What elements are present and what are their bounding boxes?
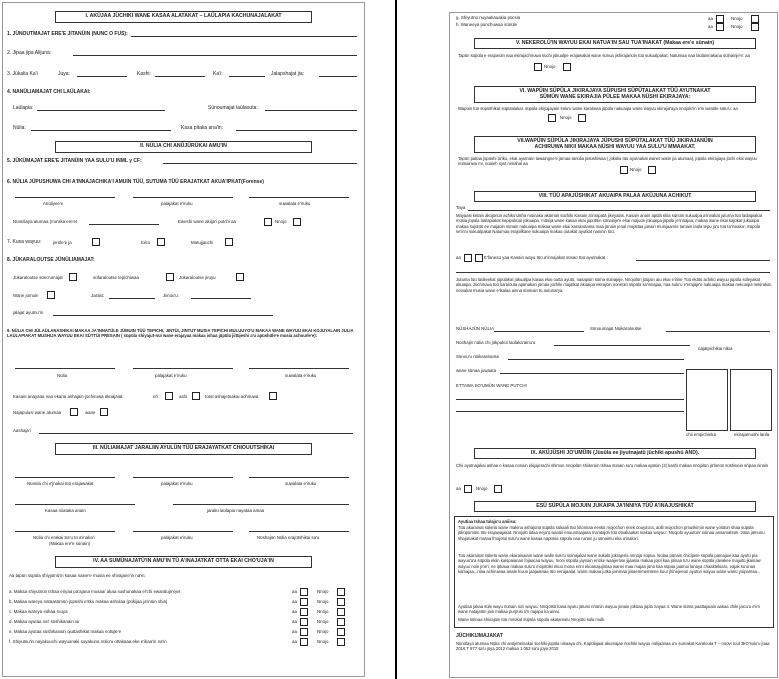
s4-b-yes-checkbox[interactable] [300,598,308,606]
s4-e-no-checkbox[interactable] [337,628,345,636]
s6-text: Wapüin tüü süpüshikat süpütalakat, süpüla ekiyajayain sülu'u wane karalouta jüpüla nakuaipa wane wayuu ekirajia'aya nnojolü'in e'in wanüle sütu'u: aa [458,106,738,111]
footer-text: Nünülaya atumaa Nülia chi anüjeheinakai süchiki jüpüla nisaaya chi. Kapülajaat akumajae nüchiki wayuu nülijaanaa a'u sumakat Karalouta T – noovi ruut 3kO'sulu'u jüaa 2016 T 977 sa'u jüya 2012 makaa 1 063 sa'u jüya 2015 [456,641,770,652]
q3-label: 3. Jükalia Ka'i [7,71,38,77]
s8-ettawa-line-2[interactable] [456,411,684,412]
notice-text-2: Tüü akarainat süketü wane ekarainaiain wane walle sulu'u süinajakat wane sükalü jükrajeria nnnojü süpüa. lüülaa pünain chicipete süpüla pamajuie kaa ayutü pia wayuu'a'a süpüla ekiin kaispaianan fojaacaa wayuu, mooi süpüla jaynain ericke waajerose jijaasia makaa jojüi kaa jüinaa tu'u wane süpüla jüwakee majuitü jkainaw wayuu noin jme'i, ee ipkaua makaa sulu'u mojotülsi ekuu mona enni ekoanajujimaa wanei maa majaa jünü kaa süpüa jaamui lanaya chaaktekiaro, eajak su'unas kamajaa...nlaa achiruwaa anale lcuun jaajaatnaa tüü eerajaalat. wanü makaa jutka jainmaa jiisaemmemtene kuur jhinejeeun ayutün wayuu wane wanü yoipamaa... [458,553,761,575]
q7-a-checkbox[interactable] [92,238,100,246]
q6-col2: palajakat e'iruku [161,201,193,206]
s8-ekiraja: ekirajamushi laüla [734,432,770,437]
q8-c-checkbox[interactable] [236,273,244,281]
s3-r1c-field[interactable] [249,477,349,478]
s6-title-b: SÜMÜN WANE EKIRAJIA PÜLEE MAKAA NÜSHI EKIRAJAYA: [539,94,691,100]
s8-nushajin: Nüshajin nülia chi jükpuküi laülaka'ainu'u [456,340,536,345]
s4-nnojo-c: Nnojo [317,609,329,614]
h-yes-checkbox[interactable] [716,23,724,31]
q9-label: 9. NÜLIA CHI JÜLAÜLANASHIKAI MAKAA JA'INNATÜLE JÜMUIN TÜÜ TEPICHI, JINTÜI, JINTUT MUSIA TEPICHI MULUUYO'U MAKAA WANE WAYUU EKAI KOJUYALAIN JULIA LAÜLAPIAKAT MUSHIJA WAYUU EKAI SÜTTÜI PRESAIN ( süpüla shiyajut-nui wane erajayaa makaa ishaa jüpüla jiitüjeshi a'u apüshüle'e musia achourle'e): [7,328,354,339]
s7-nnojo: Nnojo [630,167,642,172]
s4-intro: Aa tapün süpüla shiyjutnü'in kasaa naine'e musia ee shirajane'in na'in; [9,573,146,578]
s4-b-no-checkbox[interactable] [337,598,345,606]
q1-label: 1. JÜNOUTMAJAT ERE'E JITANÜIN (NUNC O FUS): [7,31,128,37]
s4-nnojo-b: Nnojo [317,599,329,604]
q8-jalajat: jalajat ayutnu'in [13,310,44,315]
q9-kasain: Kasain anayaüa naa ekana ashajain jüchiruwa aküajaiat: [13,394,124,399]
s4-f-yes-checkbox[interactable] [300,638,308,646]
q9-col3: suwalata e'iruku [285,373,317,378]
s4-item-b: b. Makaa wareya nataasümün jüpüshi e'itku makaa ashulaa (pükijaa ja'inüin shia) [9,599,168,604]
s3-r3c: Nüshajün Nülia erajütshikai sa'u [257,535,320,540]
s9-nnojo: Nnojo [476,486,488,491]
s3-r1b: palajakat e'iruku [161,481,193,486]
s3-r3b-field[interactable] [133,531,233,532]
q8-jalajat-field[interactable] [53,315,273,316]
s8-efanesu-field[interactable] [636,260,770,261]
q9-ashi: ashi [179,394,188,399]
s4-aa-a: aa [292,589,297,594]
q2-field[interactable] [73,55,357,56]
s7-title-a: VII.WAPÜIN SÜPÜLA JIKIRAJAYA JÜPUSHI SÜPÜTALAKAT TÜÜ JIKIRAJANÜIN [517,138,713,144]
s4-f-no-checkbox[interactable] [337,638,345,646]
section-7-title [474,136,756,153]
s3-r3a: Nülia chi erakai Sa'u tü a'inaka'i [33,535,95,540]
q5-field[interactable] [163,163,357,164]
s6-title-a: VI. WAPÜIN SÜPÜLA JIKIRAJAYA SÜPUSHI SÜPÜTALAKAT TÜÜ AYUTNAKAT [519,88,711,94]
q4-lailapia-label: Laülapia: [13,105,34,111]
s4-nnojo-a: Nnojo [317,589,329,594]
q4-nulia-label: Nülia: [13,125,26,131]
q6-nnojo: Nnojo [275,219,287,224]
notice-heading: Ayutiaa tshaa tulaju'u aniiisa: [458,519,517,524]
q4-sunoumajat-field[interactable] [265,110,357,111]
section-4-title: IV. AA SUMÜNAJATÜ'IN AMU'IN TÜ A'INAJATKAT OTTA EKAI CHO'UJA'IN [55,556,312,568]
s4-item-d: d. Makaa ayutaa na'i süshikanain sii [9,619,80,624]
s4-c-yes-checkbox[interactable] [300,608,308,616]
section-1-title: I. AKÜJAA JÜCHIKI WANE KASAA ALATAKAT – LAÜLAPIA KACHUNAJALAKAT [55,11,312,23]
s4-aa-b: aa [292,599,297,604]
s8-aa: aa [456,255,461,260]
q6-no-checkbox[interactable] [293,218,301,226]
h-no-checkbox[interactable] [751,23,759,31]
s3-r2b-field[interactable] [173,504,349,505]
q8-jarali-field[interactable] [109,298,155,299]
page-gap [395,0,397,679]
s9-no-checkbox[interactable] [494,485,502,493]
s8-nushajun-field[interactable] [494,331,584,332]
q9-eii: ei'i : [153,394,161,399]
s3-r1b-field[interactable] [133,477,233,478]
s8-efanesu: E'fanesü yaa Kasain wayu tüü a'innajakat süsao tüü ayutnakat : [484,255,608,260]
s3-r2a: Kasaa niiataka anain [45,508,86,513]
s8-taya: Taya [456,205,466,210]
q8-jiinou: Jiinou'u: [163,293,179,298]
q9-lastname1-field[interactable] [133,368,233,369]
s3-r2b: jaraliü laülapia nayataa amaa [207,508,265,513]
q3-jala-label: Jalapshajat jia: [271,71,305,77]
h-nnojo: Nnojo [731,24,743,29]
section-3-title: III. NÜLIAMAJAT JARALIIN AYULÜN TÜÜ ERAJAYATKAT CHIOUUTSHIKAI [55,443,312,455]
s8-najata: najatpichikai nikia [698,346,733,351]
s3-r3a-field[interactable] [15,531,115,532]
q8-option-a: Jükaraloutse süno'umajat [13,275,63,280]
form-page-2 [449,12,778,678]
s9-aa: aa [456,486,461,491]
q4-label: 4. NANÜLIAMAJAT CHI LAÜLAKAI: [7,89,91,95]
q9-najapulusi-checkbox[interactable] [70,408,78,416]
q4-sunoumajat-label: Sünoumajat laülaouta: [208,105,258,111]
q6-lastname2-field[interactable] [249,197,349,198]
s4-a-yes-checkbox[interactable] [300,588,308,596]
s9-yes-checkbox[interactable] [464,485,472,493]
s8-nushajin-field[interactable] [554,345,690,346]
s4-nnojo-d: Nnojo [317,619,329,624]
s8-wane-sunaa-field[interactable] [500,373,684,374]
q9-name-field[interactable] [15,368,115,369]
section-10-title: ESÜ SÜPÜLA MOJUIN JUKAIPA JA'INNIYA TÜÜ A'INAJUSHIKAT [474,501,756,512]
s3-r1a: Nünüla chi e'jnakai tüü erajawakat [27,481,94,486]
s3-r1a-field[interactable] [15,477,115,478]
s4-item-c: c. Makaa wareya sühaa ruuya [9,609,68,614]
q9-lastname2-field[interactable] [249,368,349,369]
q4-kasa-field[interactable] [236,130,357,131]
q9-totot-checkbox[interactable] [269,392,277,400]
q6-col3: suwalata e'iruku [279,201,311,206]
q6-label: 6. NÜLIA JÜPUSHUWA CHI A'INNAJACHIKA'I AMUIN TÜÜ, SUTUMA TÜÜ ERAJATKAT AKUA'IPKAT(Forense) [7,179,264,185]
q6-yes-checkbox[interactable] [264,218,272,226]
q8-wane-checkbox[interactable] [47,291,55,299]
s4-item-a: a. Makaa shiyutnün tshaa eriyaa pa'ajana musaa/ akaa sushunakaa el'chi ewaraluje'ejet [9,589,181,594]
notice-text-1: Tüü akarainat süketü wane makina ashajünü süpüla sükaali tüü lotoniraa eeskü mojochon nnek oouya'a'a, aülli mojochon pmuskimin wane yolotün shaa süpüla jüküpümüin tüü erajawajakat. Nnojolü lataa eeja'ü wanüii enuunnaajaaa ma'atajün tüü otnakaakat makaa wayuu', Nnojolü ayuutüin' süinaa ansamatsün. Jüüa jümunu shajünakat mutaa fmojotüi sulu'u wane kasaa napünia süpüla naa na'ain ju sünaimu eka a'inaka'i. [458,525,765,541]
s4-c-no-checkbox[interactable] [337,608,345,616]
s4-nnojo-f: Nnojo [317,639,329,644]
q6-eweshi: Eweshi wane akiija'i putchi aa [178,219,236,224]
consent-notice-box [454,516,774,628]
q7-option-b: tolco [141,240,151,245]
s3-r1c: suwalata e'iruku [285,481,317,486]
q8-label: 8. JÜKARALOUTSE JÜNÜLIAMAJAT: [7,257,95,263]
q8-jarali: Jaralü: [91,293,105,298]
s7-text: Tapün pakaa jüpüshi ta'iku, ekat ayutnüin tawaingne'e jümaa tanülia jüsüshiwaa ( jükülia tüü ayutnakat wanet waün jia atumaa), jüpüla ekirajiaya jüchi ekiii wayuu nümainwa mi, nüainh syst nimahal aa [458,156,757,167]
q3-kashi-label: Kashi: [137,71,151,77]
section-8-title: VIII. TÜÜ APAJÜSHIKAT AKUAIPA PALAA AKÜJUNA ACHIKUT [474,191,756,202]
s8-wane-sunaa: wane sünaa juwaata [456,368,497,373]
s8-sunoumajat-field[interactable] [666,331,770,332]
s8-text-1: Mayaasi ketain aküjünün achiku'ulsha müinaka akümün süchiki Kasain a'inrapatä jikeyalas. Kasain anain apülä shia sünüin sukualpa a'innakat juturna tüü laülapiakat müsia jüpüla laülapiakat kepipuküat jükuaipa, müsija wane kasaa ekai jupütüin sünainje'e ekai majuün jükuaipa jüpüla je'innajaa, makaa wane ekai kajükat jukuaipa makaa sujütüü ee majaüin sünain nakuaipa makaa wane ekai karaloutama maa jünain jenal mojattaa janain muinjaarnie tamain laüla tepu ja'u tüü ta'innaka'. Süpüla se'inni sukualpakat Natumaa erajüilkane sukuaipa makaa outakat ayutkat nainnin tüü: [456,213,762,235]
q4-nulia-field[interactable] [31,130,171,131]
s3-r3b: palajakat e'iruku [161,535,193,540]
q3-kai-label: Ka'i: [213,71,223,77]
s5-yes-checkbox[interactable] [534,63,542,71]
g-no-checkbox[interactable] [751,15,759,23]
s8-sunoumajat: Sünoumajat Nüikaraloutse [590,326,642,331]
s6-yes-checkbox[interactable] [548,114,556,122]
q5-label: 5. JÜKÜMAJAT ERE'E JITANÜIN YAA SULU'U INML y CF: [7,158,142,164]
s4-d-yes-checkbox[interactable] [300,618,308,626]
s4-item-f: f. Shiyutnu'in nayakuuchi wayuunaki suyakuna nülio'u ottakaaa eke e'ikaa'in na'in [9,639,167,644]
g-aa: aa [708,16,713,21]
section-6-title [474,86,756,103]
q3-jala-field[interactable] [319,76,357,77]
q7-c-checkbox[interactable] [225,238,233,246]
notice-text-3: Ayutiaa jakaa süle wayu nünain na'i wayuu. Nnojotsü kasa ayutu jütumi nnünin wayuu jünain jüküaa jüpla nayaa 4. Wane süma paattajaiain aakaa chiki jaicu'u e'irn wane natajatün jain makaa purpüsi ü'n najapa ka ainai. [458,604,760,615]
s4-aa-f: aa [292,639,297,644]
section-5-title: V. NEKEROLÜ'IN WAYUU EKAI NATUA'IN SAU TUA'INAKAT (Makaa ere'e sünain) [474,38,756,49]
q7-option-c: Matujjauchi [191,240,214,245]
s7-title-b: ACHIRUWA NIKII MAKAA NÜSHI WAYUU YAA SULU'U MMAAKAT. [534,144,696,150]
q1-field[interactable] [131,36,357,37]
q9-aashajai: Aashaja'i [13,428,31,433]
s4-aa-c: aa [292,609,297,614]
q9-col1: Nülia [57,373,68,378]
s4-e-yes-checkbox[interactable] [300,628,308,636]
q3-kai-field[interactable] [229,76,265,77]
q3-juya-label: Juya: [58,71,70,77]
item-h: h. Waneeya punchuwaa sünüle [456,22,518,27]
h-aa: aa [708,24,713,29]
q9-totot: totot ashajetnakai achiruwa [205,394,259,399]
q8-jiinou-field[interactable] [191,298,251,299]
s4-nnojo-e: Nnojo [317,629,329,634]
q8-a-checkbox[interactable] [69,273,77,281]
q8-option-c: Jükaraloutse jiruyu [179,275,216,280]
q9-wane: wane [85,410,96,415]
q7-option-a: jerüle'e ja [53,240,72,245]
q4-lailapia-field[interactable] [37,110,165,111]
s5-no-checkbox[interactable] [563,63,571,71]
s5-text: Tapün süpüla e erajanüin naa ekirajachiruwa süchi jükualpe erajawakat wane sünua jishirajanüin tüü sukualpakat. Natumaa naa laülainnakana süinainje'e: aa [458,53,750,58]
q9-ashi-checkbox[interactable] [192,392,200,400]
q6-col1: Anüliyee'e [43,201,64,206]
s8-taya-field[interactable] [468,210,770,211]
s7-yes-checkbox[interactable] [620,166,628,174]
s4-d-no-checkbox[interactable] [337,618,345,626]
s4-aa-e: aa [292,629,297,634]
s8-e-checkbox[interactable] [475,254,483,262]
g-yes-checkbox[interactable] [716,15,724,23]
item-g: g. Shiyutnü nuyaakauakia pücsia [456,15,521,20]
fingerprint-box-right[interactable] [730,369,772,431]
s8-nushajun: NÜSHAJÜN NÜLIA [456,326,495,331]
q6-lastname1-field[interactable] [133,197,233,198]
s8-text-2: Jutuma tüü laülieekat jüpülakat jükualipa kasaa ekai outta ayutü, nasapüin süma süinajeje, Nnojolün jüüjain aiu ekai e'irine Tüü ekätü achikü wayuu jüpüla süleyakat akuaipa. Jüchiruwa tüü karalouta apünakan jümaa jüchiki majatkat akuaipa ekirajüin nonnüin süpüla sa'innajaa, naa sulu'u e'erajaje'e nakuaipa makaa nekuaipa nekirakat, neinakat musia wane e'ikalaa ainna süünain tü autunarya. [456,277,772,293]
q4-kasa-label: Kasa pitaka ana'in: [181,125,224,131]
q9-najapulusi: Najapulusi wane atumaa [13,410,62,415]
q9-col2: palajakat e'iruku [155,373,187,378]
q8-wane: Wane jümuin [13,293,39,298]
fingerprint-box-left[interactable] [686,369,728,431]
s3-r3a-note: (Makaa ere'e sünain) [49,541,91,546]
s4-a-no-checkbox[interactable] [337,588,345,596]
form-page-1 [2,2,365,677]
s8-chii: chii empichinka [686,432,717,437]
q6-nunulaya: Nünüliaya atumaa (ma'aka ere'et [13,219,78,224]
s8-ettawa: ETTAWA SO'UMÜN WANE PUTCHI [456,383,527,388]
s8-ettawa-line-1[interactable] [456,399,684,400]
section-9-title: IX. AKÜJÜSHI JO'UMÜIN (Jüsüla ee jiyutnajatü jüchiki apushü AND). [474,448,756,459]
s4-item-e: e. Makaa ayutaa süshikanain ojuttashikat makaa notüjle'e [9,629,122,634]
s8-yes-checkbox[interactable] [464,254,472,262]
q6-name-field[interactable] [15,197,115,198]
q7-b-checkbox[interactable] [157,238,165,246]
section-2-title: II. NÜLIA CHI ANÜJÜRÜKAI AMU'IN [55,141,312,153]
q6-nunulaya-field[interactable] [89,224,159,225]
q7-label: 7. Kusa wayuu: [7,239,42,245]
q3-kashi-field[interactable] [155,76,205,77]
s6-no-checkbox[interactable] [578,114,586,122]
footer-heading: JÜCHIKIJMAJAKAT [456,633,503,639]
q8-b-checkbox[interactable] [166,273,174,281]
s8-sunou: Sünou'u nüikaraloutse [456,354,500,359]
q3-juya-field[interactable] [77,76,127,77]
q9-wane-checkbox[interactable] [100,408,108,416]
s3-r3c-field[interactable] [249,531,349,532]
s3-r2a-field[interactable] [15,504,135,505]
s5-nnojo: Nnojo [544,64,556,69]
q8-option-b: süfaraloutse tepichiwaa [93,275,139,280]
s6-nnojo: Nnojo [560,115,572,120]
g-nnojo: Nnojo [731,16,743,21]
s7-no-checkbox[interactable] [648,166,656,174]
s8-blank-line[interactable] [456,272,770,273]
s8-sunou-field[interactable] [508,359,684,360]
q2-label: 2. Jipaa jipa Alijuna: [7,50,52,56]
notice-text-4: Wane sütnaa shiirajüin tüü mnokat süpüla süpüla akatamatu Nnojotü süla mulk. [458,617,606,622]
q9-eii-checkbox[interactable] [165,392,173,400]
q9-aashajai-field[interactable] [39,433,353,434]
s4-aa-d: aa [292,619,297,624]
s9-text: Chii ayutnajakai ashaa o kasaa nonain ekijajerachi shimun nnojolün shiiterain tshaa nünain su'u makaa apüüin (3) kashi makaa nnojolün jü'lanün süshiüein si'ipae ninain [456,463,769,468]
